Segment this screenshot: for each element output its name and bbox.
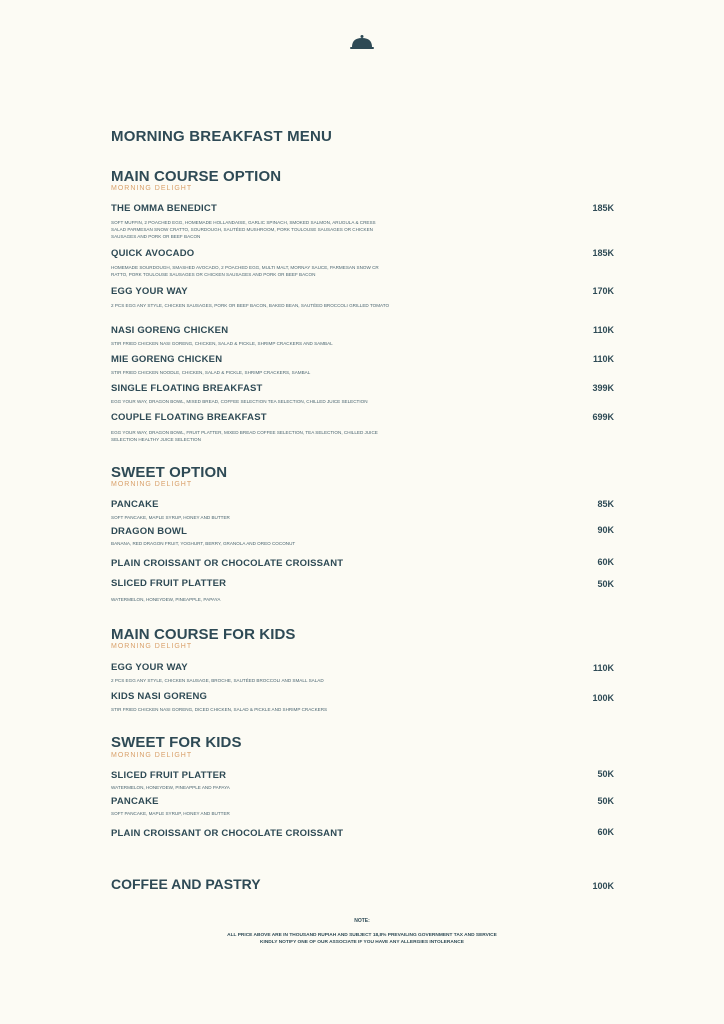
- item-description: SOFT PANCAKE, MAPLE SYRUP, HONEY AND BUTTER: [111, 515, 230, 520]
- item-name: EGG YOUR WAY: [111, 662, 188, 673]
- note-label: NOTE:: [354, 918, 370, 924]
- item-price: 50K: [597, 769, 614, 779]
- item-price: 185K: [592, 248, 614, 258]
- section-title-sweet-option: SWEET OPTION: [111, 464, 228, 481]
- item-description: 2 PCS EGG ANY STYLE, CHICKEN SAUSAGES, PORK OR BEEF BACON, BAKED BEAN, SAUTÉED BROCCOLI GRILLED TOMATO: [111, 303, 390, 308]
- coffee-pastry-price: 100K: [592, 881, 614, 891]
- item-name: NASI GORENG CHICKEN: [111, 325, 229, 336]
- item-price: 185K: [592, 203, 614, 213]
- item-description: STIR FRIED CHICKEN NASI GORENG, CHICKEN, SALAD & PICKLE, SHRIMP CRACKERS AND SAMBAL: [111, 341, 333, 346]
- item-name: QUICK AVOCADO: [111, 248, 195, 259]
- section-subtitle: MORNING DELIGHT: [111, 643, 193, 650]
- item-price: 399K: [592, 383, 614, 393]
- item-price: 699K: [592, 412, 614, 422]
- item-description: EGG YOUR WAY, DRAGON BOWL, MIXED BREAD, COFFEE SELECTION TEA SELECTION, CHILLED JUICE SELECTION: [111, 399, 368, 404]
- section-subtitle: MORNING DELIGHT: [111, 185, 193, 192]
- item-price: 90K: [597, 525, 614, 535]
- section-title-main-course: MAIN COURSE OPTION: [111, 168, 282, 185]
- item-price: 60K: [597, 827, 614, 837]
- item-description: EGG YOUR WAY, DRAGON BOWL, FRUIT PLATTER, MIXED BREAD COFFEE SELECTION, TEA SELECTION, CHILLED JUICE SELECTION HEALTHY JUICE SELECTION: [111, 430, 378, 442]
- item-description: SOFT MUFFIN, 2 POACHED EGG, HOMEMADE HOLLANDAISE, GARLIC SPINACH, SMOKED SALMON, ARUGULA & CRESS SALAD PARMESAN SNOW CRATTO, SOURDOUGH, SAUTÉED MUSHROOM, PORK TOULOUSE SAUSAGES OR CHICKEN SAUSAGES AND PORK OR BEEF BACON: [111, 220, 376, 239]
- item-name: COUPLE FLOATING BREAKFAST: [111, 412, 267, 423]
- item-name: MIE GORENG CHICKEN: [111, 354, 223, 365]
- item-description: BANANA, RED DRAGON FRUIT, YOGHURT, BERRY, GRANOLA AND OREO COCONUT: [111, 541, 296, 546]
- item-description: STIR FRIED CHICKEN NASI GORENG, DICED CHICKEN, SALAD & PICKLE AND SHRIMP CRACKERS: [111, 707, 328, 712]
- section-subtitle: MORNING DELIGHT: [111, 752, 193, 759]
- item-price: 85K: [597, 499, 614, 509]
- item-price: 50K: [597, 579, 614, 589]
- item-name: SINGLE FLOATING BREAKFAST: [111, 383, 263, 394]
- item-name: SLICED FRUIT PLATTER: [111, 578, 227, 589]
- item-description: WATERMELON, HONEYDEW, PINEAPPLE AND PAPAYA: [111, 785, 230, 790]
- item-name: PLAIN CROISSANT OR CHOCOLATE CROISSANT: [111, 828, 344, 839]
- section-title-kids-sweet: SWEET FOR KIDS: [111, 734, 242, 751]
- item-description: STIR FRIED CHICKEN NOODLE, CHICKEN, SALAD & PICKLE, SHRIMP CRACKERS, SAMBAL: [111, 370, 311, 375]
- item-name: PANCAKE: [111, 796, 159, 807]
- coffee-pastry-title: COFFEE AND PASTRY: [111, 876, 261, 892]
- item-name: THE OMMA BENEDICT: [111, 203, 217, 214]
- item-description: WATERMELON, HONEYDEW, PINEAPPLE, PAPAYA: [111, 597, 221, 602]
- item-price: 50K: [597, 796, 614, 806]
- note-allergy-line: KINDLY NOTIFY ONE OF OUR ASSOCIATE IF YOU HAVE ANY ALLERGIES INTOLERANCE: [260, 940, 464, 945]
- item-name: PLAIN CROISSANT OR CHOCOLATE CROISSANT: [111, 558, 344, 569]
- item-name: EGG YOUR WAY: [111, 286, 188, 297]
- section-subtitle: MORNING DELIGHT: [111, 481, 193, 488]
- cloche-icon: [350, 34, 374, 50]
- item-price: 110K: [592, 354, 614, 364]
- item-description: SOFT PANCAKE, MAPLE SYRUP, HONEY AND BUTTER: [111, 811, 230, 816]
- note-tax-line: ALL PRICE ABOVE ARE IN THOUSAND RUPIAH AND SUBJECT 18,8% PREVAILING GOVERNMENT TAX AND SERVICE: [227, 933, 497, 938]
- item-name: PANCAKE: [111, 499, 159, 510]
- item-price: 100K: [592, 693, 614, 703]
- item-description: 2 PCS EGG ANY STYLE, CHICKEN SAUSAGE, BROCHE, SAUTÉED BROCCOLI AND SMALL SALAD: [111, 678, 324, 683]
- item-price: 60K: [597, 557, 614, 567]
- section-title-kids-main: MAIN COURSE FOR KIDS: [111, 626, 296, 643]
- item-name: DRAGON BOWL: [111, 526, 188, 537]
- item-price: 110K: [592, 325, 614, 335]
- item-name: KIDS NASI GORENG: [111, 691, 208, 702]
- item-price: 110K: [592, 663, 614, 673]
- item-description: HOMEMADE SOURDOUGH, SMASHED AVOCADO, 2 POACHED EGG, MULTI MALT, MORNAY SAUCE, PARMESAN SNOW CR RATTO, PORK TOULOUSE SAUSAGES OR CHICKEN SAUSAGES AND PORK OR BEEF BACON: [111, 265, 379, 277]
- item-name: SLICED FRUIT PLATTER: [111, 770, 227, 781]
- menu-title: MORNING BREAKFAST MENU: [111, 128, 333, 145]
- item-price: 170K: [592, 286, 614, 296]
